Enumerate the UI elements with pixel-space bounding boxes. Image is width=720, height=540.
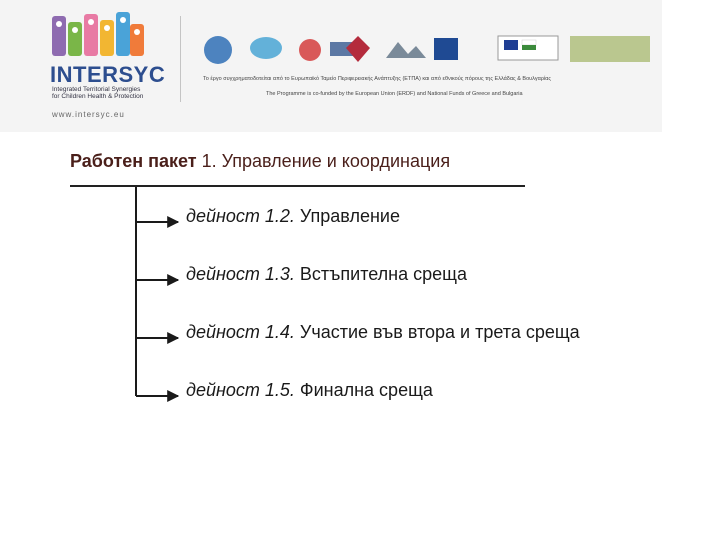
- activity-1: [186, 206, 400, 227]
- work-package-title-bold: Работен пакет: [70, 151, 197, 171]
- partner-logo-3: [299, 39, 321, 61]
- children-figures-icon: [52, 12, 144, 60]
- activity-1-number: дейност 1.2.: [186, 206, 295, 226]
- partner-logos: [198, 32, 658, 68]
- activity-2: [186, 264, 467, 285]
- activity-4-number: дейност 1.5.: [186, 380, 295, 400]
- header-divider: [180, 16, 181, 102]
- partner-logo-2: [250, 37, 282, 59]
- work-package-title: [70, 151, 450, 172]
- partner-logo-1: [204, 36, 232, 64]
- title-underline: [70, 185, 525, 187]
- partner-logo-7: [434, 38, 458, 60]
- logo-name: INTERSYC: [50, 62, 166, 87]
- work-package-title-rest: 1. Управление и координация: [196, 151, 451, 171]
- activity-2-number: дейност 1.3.: [186, 264, 295, 284]
- intersyc-logo: [40, 12, 170, 124]
- activity-3: [186, 322, 580, 343]
- activity-2-label: Встъпителна среща: [294, 264, 467, 284]
- activity-3-label: Участие във втора и трета среща: [294, 322, 580, 342]
- logo-url: www.intersyc.eu: [52, 110, 125, 119]
- partner-logo-6: [386, 42, 426, 58]
- partner-logo-5: [346, 36, 370, 62]
- header-banner: [0, 0, 662, 132]
- activity-1-label: Управление: [294, 206, 400, 226]
- activity-4: [186, 380, 433, 401]
- activity-4-label: Финална среща: [294, 380, 433, 400]
- activity-3-number: дейност 1.4.: [186, 322, 295, 342]
- programme-statement-english: The Programme is co-funded by the European Union (ERDF) and National Funds of Greece and Bulgaria: [266, 91, 523, 97]
- programme-statement-greek: Το έργο συγχρηματοδοτείται από το Ευρωπαϊκό Ταμείο Περιφερειακής Ανάπτυξης (ΕΤΠΑ) και από εθνικούς πόρους της Ελλάδας & Βουλγαρίας: [203, 76, 552, 82]
- logo-subtitle: Integrated Territorial Synergies for Children Health & Protection: [52, 86, 144, 100]
